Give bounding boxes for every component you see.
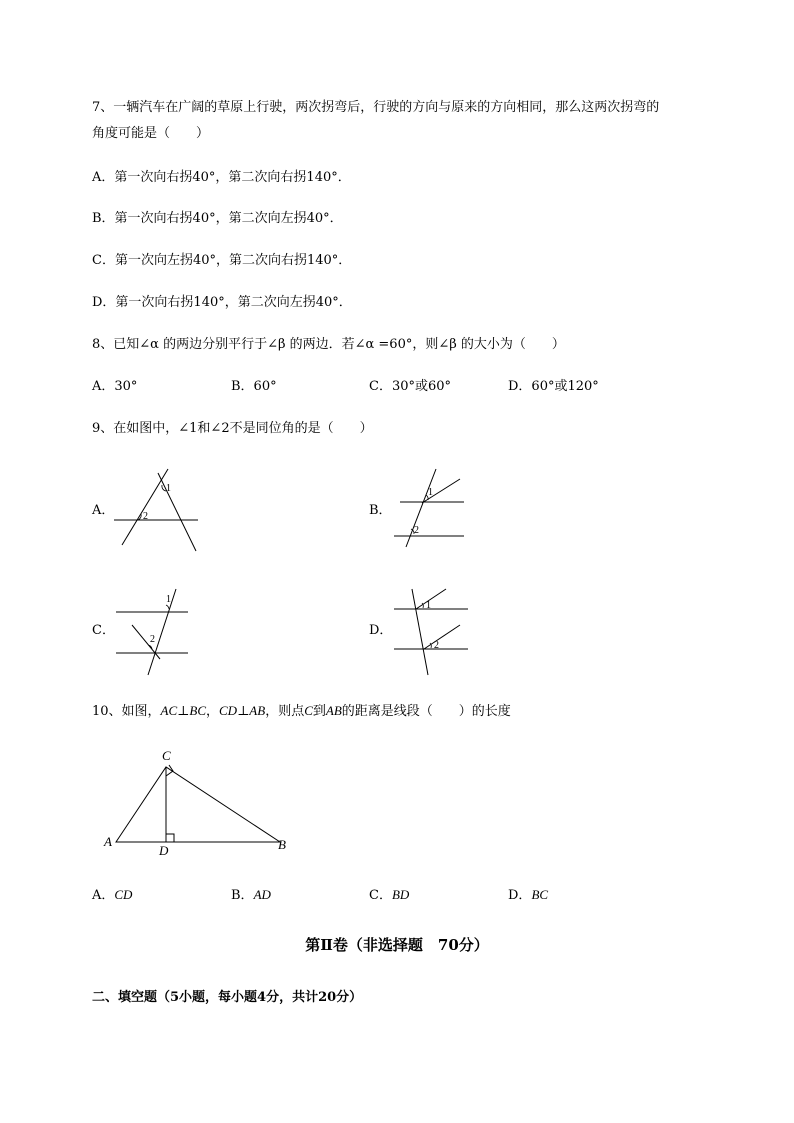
q8-option-c: C．30°或60° — [369, 379, 452, 394]
q8-stem: 8、已知∠α 的两边分别平行于∠β 的两边．若∠α =60°，则∠β 的大小为（ ） — [92, 337, 565, 352]
q7-option-a: A．第一次向右拐40°，第二次向右拐140°． — [92, 170, 351, 185]
q10-option-c: C．BD — [369, 887, 410, 903]
q9c-angle-2: 2 — [150, 634, 155, 645]
q9-figure-b — [390, 465, 470, 550]
vertex-a-label: A — [104, 834, 112, 849]
q10-option-d: D．BC — [508, 887, 549, 903]
vertex-c-label: C — [162, 748, 171, 763]
q9d-angle-2: 2 — [434, 640, 439, 651]
q9-option-b-label: B． — [369, 503, 392, 518]
q8-option-b: B．60° — [231, 379, 277, 394]
q9-option-a-label: A． — [92, 503, 115, 518]
q7-stem-line1: 7、一辆汽车在广阔的草原上行驶，两次拐弯后，行驶的方向与原来的方向相同，那么这两次拐弯的 — [92, 100, 660, 115]
q9a-angle-1: 1 — [166, 483, 171, 494]
right-angle-d-mark — [166, 834, 174, 842]
q9d-angle-1: 1 — [426, 600, 431, 611]
q9c-transversal — [148, 589, 176, 675]
q10-option-b: B．AD — [231, 887, 271, 903]
q9c-angle-1: 1 — [166, 594, 171, 605]
q9-option-d-label: D． — [369, 623, 393, 638]
q9-figure-a — [110, 465, 200, 555]
q9d-ray-bottom — [424, 625, 460, 649]
q10-stem: 10、如图，AC⊥BC，CD⊥AB，则点C到AB的距离是线段（ ）的长度 — [92, 703, 511, 719]
q7-option-d: D．第一次向右拐140°，第二次向左拐40°． — [92, 295, 352, 310]
q9a-transversal-2 — [158, 473, 196, 551]
q8-option-d: D．60°或120° — [508, 379, 599, 394]
q9b-angle-1: 1 — [428, 487, 433, 498]
q9b-angle-2: 2 — [414, 525, 419, 536]
q9-figure-c — [112, 585, 197, 680]
q9-figure-d — [390, 585, 475, 680]
vertex-b-label: B — [278, 837, 286, 852]
q10-triangle-figure — [100, 745, 300, 860]
point-d-label: D — [159, 843, 169, 858]
triangle-abc — [116, 767, 280, 842]
q7-stem-line2: 角度可能是（ ） — [92, 126, 210, 141]
q9c-angle1-arc — [166, 605, 169, 609]
q9a-angle-2: 2 — [143, 511, 148, 522]
q10-option-a: A．CD — [92, 887, 133, 903]
q7-option-b: B．第一次向右拐40°，第二次向左拐40°． — [92, 211, 343, 226]
q9b-transversal — [406, 469, 436, 547]
q7-option-c: C．第一次向左拐40°，第二次向右拐140°． — [92, 253, 352, 268]
q9d-ray-top — [416, 589, 446, 609]
q9-stem: 9、在如图中，∠1和∠2不是同位角的是（ ） — [92, 421, 373, 436]
section-fill-in-heading: 二、填空题（5小题，每小题4分，共计20分） — [92, 990, 363, 1005]
part2-title: 第Ⅱ卷（非选择题 70分） — [305, 936, 489, 954]
q8-option-a: A．30° — [92, 379, 138, 394]
q9c-ray — [132, 625, 160, 659]
q9-option-c-label: C． — [92, 623, 115, 638]
